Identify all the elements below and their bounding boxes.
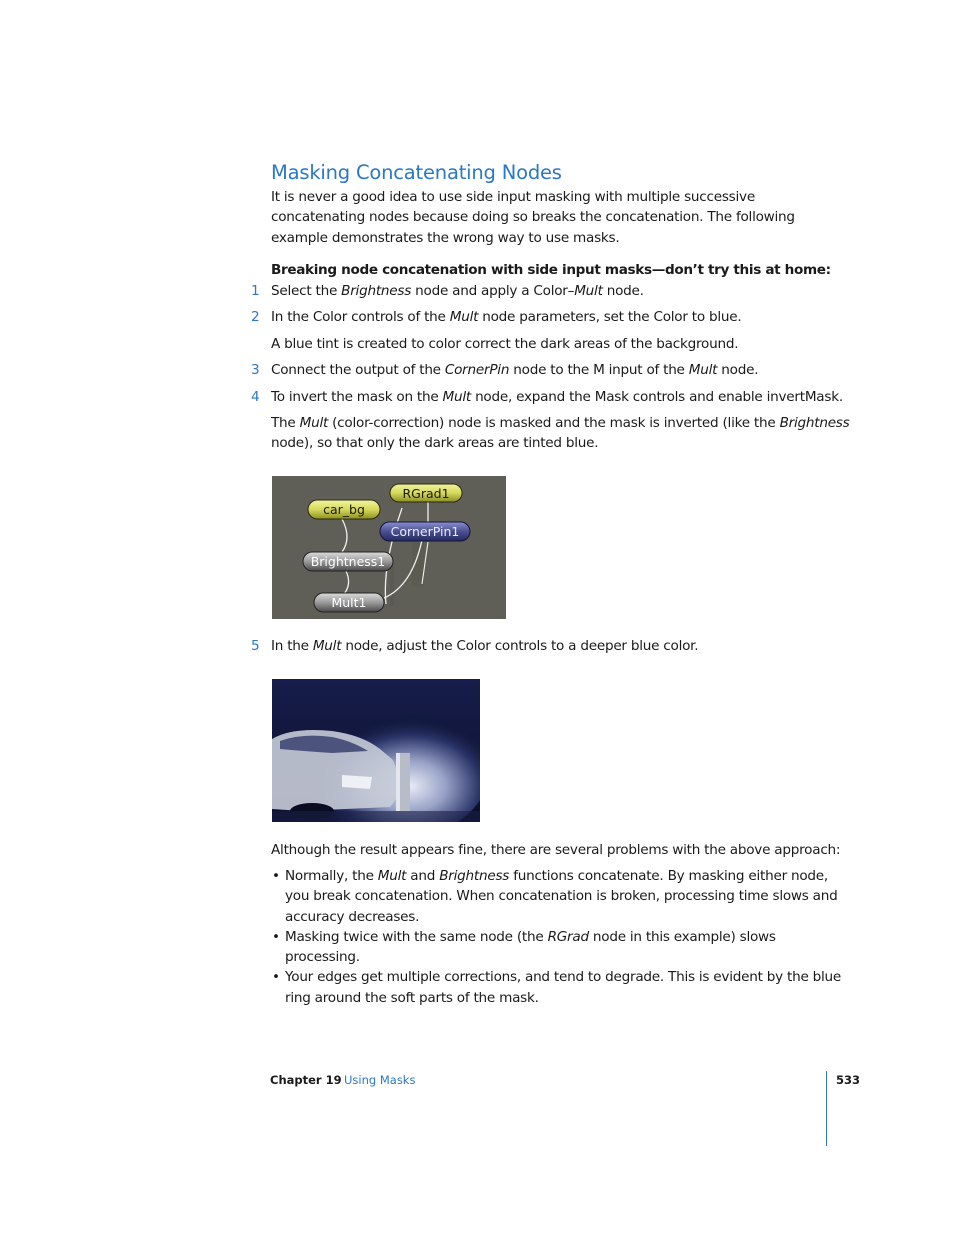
- node-cornerpin1: [380, 522, 470, 541]
- step-4-text: To invert the mask on the Mult node, expand the Mask controls and enable invertMask.: [271, 389, 843, 405]
- intro-line-1: It is never a good idea to use side input masking with multiple successive: [271, 189, 755, 205]
- bullet-2-marker: •: [272, 929, 281, 945]
- svg-text:car_bg: car_bg: [323, 502, 365, 517]
- bullet-2-line-1: Masking twice with the same node (the RGrad node in this example) slows: [285, 929, 776, 945]
- footer-section-link[interactable]: Using Masks: [344, 1073, 416, 1087]
- svg-text:RGrad1: RGrad1: [402, 486, 450, 501]
- bullet-1-line-1: Normally, the Mult and Brightness functions concatenate. By masking either node,: [285, 868, 828, 884]
- svg-text:Brightness1: Brightness1: [310, 554, 386, 569]
- bullet-1-line-2: you break concatenation. When concatenation is broken, processing time slows and: [285, 888, 838, 904]
- bullet-1-marker: •: [272, 868, 281, 884]
- intro-line-3: example demonstrates the wrong way to use masks.: [271, 230, 620, 246]
- footer-divider: [826, 1071, 827, 1146]
- step-number-2: 2: [251, 309, 260, 325]
- step-number-4: 4: [251, 389, 260, 405]
- node-mult1: [314, 593, 384, 612]
- bullet-2-line-2: processing.: [285, 949, 360, 965]
- node-graph-figure: [272, 476, 506, 619]
- result-image: [272, 679, 480, 822]
- problems-intro: Although the result appears fine, there are several problems with the above approach:: [271, 842, 841, 858]
- bullet-3-marker: •: [272, 969, 281, 985]
- procedure-heading: Breaking node concatenation with side input masks—don’t try this at home:: [271, 262, 831, 278]
- intro-line-2: concatenating nodes because doing so breaks the concatenation. The following: [271, 209, 795, 225]
- step-5-text: In the Mult node, adjust the Color controls to a deeper blue color.: [271, 638, 699, 654]
- step-3-text: Connect the output of the CornerPin node to the M input of the Mult node.: [271, 362, 759, 378]
- step-1-text: Select the Brightness node and apply a Color–Mult node.: [271, 283, 644, 299]
- step-4-result-line-2: node), so that only the dark areas are tinted blue.: [271, 435, 599, 451]
- step-number-1: 1: [251, 283, 260, 299]
- node-brightness1: [303, 552, 393, 571]
- step-number-5: 5: [251, 638, 260, 654]
- svg-text:Mult1: Mult1: [331, 595, 367, 610]
- svg-text:CornerPin1: CornerPin1: [390, 524, 460, 539]
- step-2-result: A blue tint is created to color correct the dark areas of the background.: [271, 336, 739, 352]
- section-title: Masking Concatenating Nodes: [271, 161, 562, 184]
- step-2-text: In the Color controls of the Mult node parameters, set the Color to blue.: [271, 309, 742, 325]
- bullet-3-line-1: Your edges get multiple corrections, and tend to degrade. This is evident by the blue: [285, 969, 842, 985]
- step-number-3: 3: [251, 362, 260, 378]
- node-car-bg: [308, 500, 380, 519]
- page-number: 533: [836, 1073, 861, 1087]
- footer-chapter: Chapter 19: [270, 1073, 342, 1087]
- bullet-3-line-2: ring around the soft parts of the mask.: [285, 990, 539, 1006]
- step-4-result-line-1: The Mult (color-correction) node is masked and the mask is inverted (like the Brightness: [271, 415, 850, 431]
- node-rgrad1: [390, 484, 462, 502]
- bullet-1-line-3: accuracy decreases.: [285, 909, 420, 925]
